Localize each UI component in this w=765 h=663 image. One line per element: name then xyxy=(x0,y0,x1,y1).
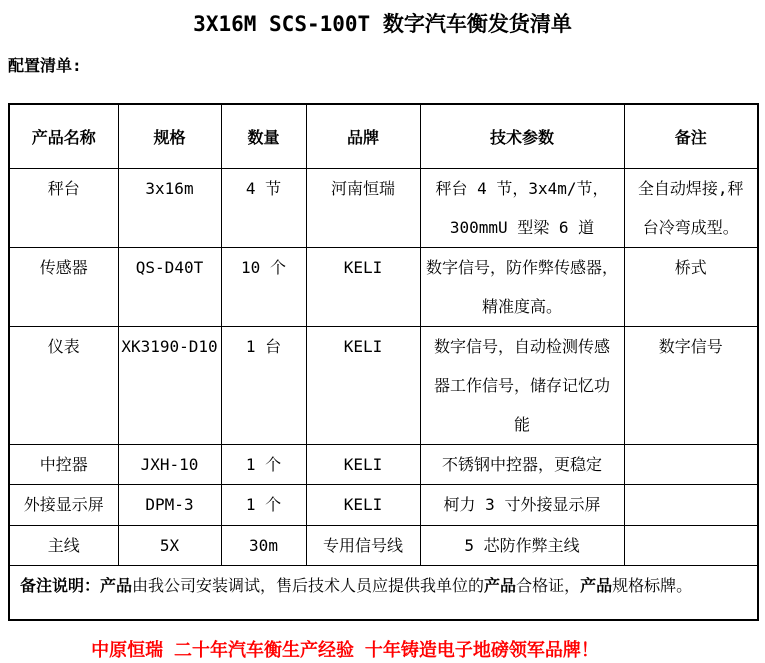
qty-cell: 10 个 xyxy=(221,247,306,326)
remark-cell xyxy=(9,565,758,620)
product-name-cell: 仪表 xyxy=(9,326,118,444)
brand-cell: KELI xyxy=(306,444,420,484)
product-name-cell: 外接显示屏 xyxy=(9,484,118,525)
product-name-cell: 中控器 xyxy=(9,444,118,484)
note-line: 全自动焊接,秤 xyxy=(637,178,744,198)
remark-segment: 规格标牌。 xyxy=(612,575,693,595)
params-cell xyxy=(420,168,624,247)
brand-cell: KELI xyxy=(306,326,420,444)
qty-cell: 1 个 xyxy=(221,444,306,484)
spec-cell: QS-D40T xyxy=(118,247,221,326)
spec-cell: XK3190-D10 xyxy=(118,326,221,444)
params-cell xyxy=(420,444,624,484)
remark-segment: 合格证， xyxy=(516,575,581,595)
params-cell xyxy=(420,326,624,444)
note-cell xyxy=(624,168,758,247)
product-name-cell: 主线 xyxy=(9,525,118,565)
col-header-brand: 品牌 xyxy=(306,104,420,168)
table-header-row xyxy=(9,104,758,168)
params-cell xyxy=(420,525,624,565)
params-line: 数字信号，防作弊传感器， xyxy=(425,257,618,277)
table-row xyxy=(9,326,758,444)
params-line: 器工作信号，储存记忆功 xyxy=(433,375,610,395)
spec-cell: DPM-3 xyxy=(118,484,221,525)
params-cell xyxy=(420,247,624,326)
params-line: 不锈钢中控器，更稳定 xyxy=(441,454,602,474)
table-row xyxy=(9,247,758,326)
qty-cell: 1 个 xyxy=(221,484,306,525)
brand-cell: KELI xyxy=(306,247,420,326)
col-header-qty: 数量 xyxy=(221,104,306,168)
spec-cell: 5X xyxy=(118,525,221,565)
note-cell xyxy=(624,326,758,444)
footer-slogan: 中原恒瑞 二十年汽车衡生产经验 十年铸造电子地磅领军品牌！ xyxy=(91,640,599,661)
qty-cell: 4 节 xyxy=(221,168,306,247)
remark-segment: 产品 xyxy=(580,575,613,595)
params-line: 数字信号，自动检测传感 xyxy=(433,336,610,356)
note-line: 台冷弯成型。 xyxy=(642,217,739,237)
qty-cell: 1 台 xyxy=(221,326,306,444)
remark-label: 备注说明： xyxy=(20,575,101,595)
spec-cell: 3x16m xyxy=(118,168,221,247)
remark-segment: 产品 xyxy=(100,575,133,595)
params-line: 能 xyxy=(513,414,530,434)
note-cell xyxy=(624,247,758,326)
col-header-product: 产品名称 xyxy=(9,104,118,168)
table-row xyxy=(9,444,758,484)
note-line: 数字信号 xyxy=(658,336,723,356)
product-name-cell: 秤台 xyxy=(9,168,118,247)
config-list-label: 配置清单: xyxy=(8,56,82,75)
col-header-params: 技术参数 xyxy=(420,104,624,168)
remark-segment: 产品 xyxy=(484,575,517,595)
note-cell xyxy=(624,444,758,484)
table-row xyxy=(9,484,758,525)
page-title: 3X16M SCS-100T 数字汽车衡发货清单 xyxy=(193,12,572,36)
remark-segment: 由我公司安装调试，售后技术人员应提供我单位的 xyxy=(132,575,485,595)
note-cell xyxy=(624,484,758,525)
col-header-spec: 规格 xyxy=(118,104,221,168)
qty-cell: 30m xyxy=(221,525,306,565)
remark-row xyxy=(9,565,758,620)
table-row xyxy=(9,525,758,565)
note-line: 桥式 xyxy=(674,257,707,277)
brand-cell: 河南恒瑞 xyxy=(306,168,420,247)
params-cell xyxy=(420,484,624,525)
spec-table xyxy=(8,103,759,621)
col-header-note: 备注 xyxy=(624,104,758,168)
params-line: 柯力 3 寸外接显示屏 xyxy=(443,494,601,514)
params-line: 秤台 4 节，3x4m/节， xyxy=(435,178,609,198)
spec-cell: JXH-10 xyxy=(118,444,221,484)
note-cell xyxy=(624,525,758,565)
params-line: 精准度高。 xyxy=(481,296,562,316)
table-row xyxy=(9,168,758,247)
brand-cell: 专用信号线 xyxy=(306,525,420,565)
params-line: 5 芯防作弊主线 xyxy=(464,535,580,555)
params-line: 300mmU 型梁 6 道 xyxy=(449,217,595,237)
brand-cell: KELI xyxy=(306,484,420,525)
product-name-cell: 传感器 xyxy=(9,247,118,326)
